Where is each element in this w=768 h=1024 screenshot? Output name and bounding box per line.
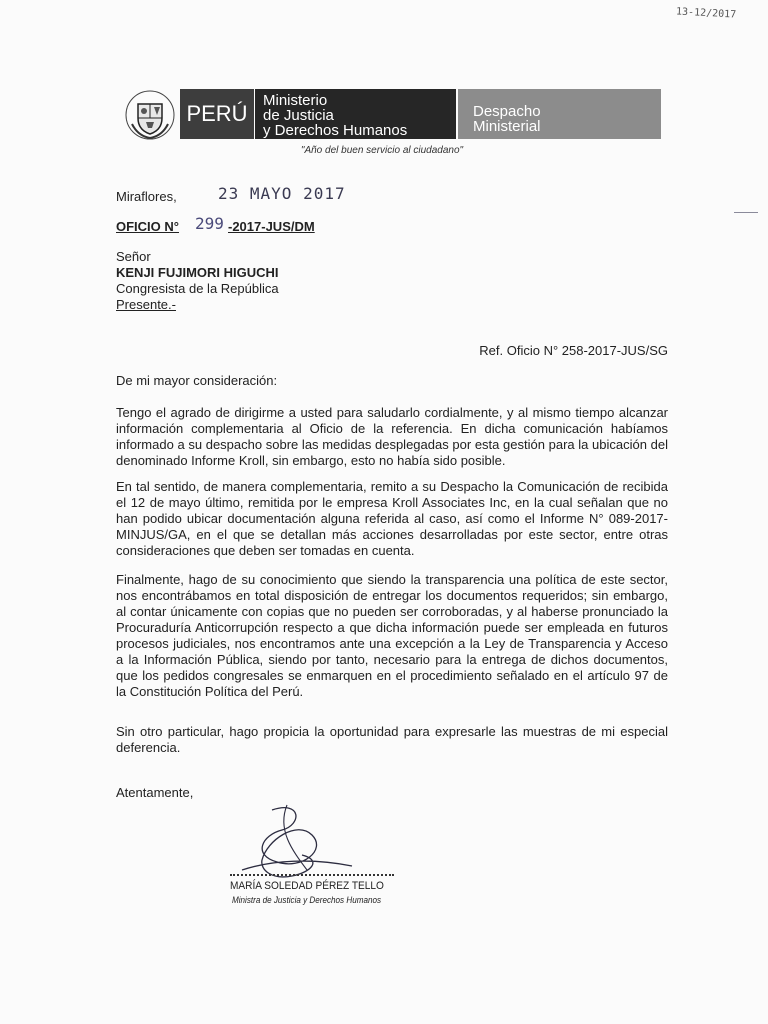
peru-band: PERÚ [180, 89, 254, 139]
year-motto: "Año del buen servicio al ciudadano" [300, 145, 464, 156]
reference-line: Ref. Oficio N° 258-2017-JUS/SG [479, 343, 668, 358]
office-band [458, 89, 661, 139]
margin-pen-mark [734, 212, 758, 213]
place-label: Miraflores, [116, 189, 177, 204]
office-line-1: Despacho [473, 103, 541, 120]
addressee-name: KENJI FUJIMORI HIGUCHI [116, 265, 279, 280]
oficio-suffix: -2017-JUS/DM [228, 219, 315, 234]
addressee-position: Congresista de la República [116, 281, 279, 296]
presente-label: Presente.- [116, 297, 176, 312]
ministry-line-1: Ministerio [263, 92, 328, 109]
handwritten-date-note: 13-12/2017 [675, 6, 737, 21]
ministry-line-3: y Derechos Humanos [263, 122, 408, 139]
greeting: De mi mayor consideración: [116, 373, 278, 388]
signatory-name: MARÍA SOLEDAD PÉREZ TELLO [230, 880, 384, 892]
closing: Atentamente, [116, 785, 194, 800]
addressee-block [116, 249, 279, 313]
signature-line [230, 874, 394, 876]
oficio-number: 299 [195, 214, 224, 233]
salutation: Señor [116, 249, 151, 264]
coat-of-arms-icon [124, 88, 176, 142]
oficio-prefix: OFICIO N° [116, 219, 179, 234]
paragraph-4: Sin otro particular, hago propicia la oportunidad para expresarle las muestras de mi especial deferencia. [116, 724, 668, 755]
ministry-band [255, 89, 456, 139]
paragraph-3: Finalmente, hago de su conocimiento que siendo la transparencia una política de este sector, nos encontrábamos en total disposición de entregar los documentos requeridos; sin embargo, al contar únicamente con copias que no pueden ser corroboradas, y al haberse pronunciado la Procuraduría Anticorrupción respecto a que dicha información puede ser empleada en futuros procesos judiciales, nos encontramos ante una excepción a la Ley de Transparencia y Acceso a la Información Pública, siendo por tanto, necesario para la entrega de dichos documentos, que los pedidos congresales se enmarquen en el procedimiento señalado en el artículo 97 de la Constitución Política del Perú. [116, 572, 668, 699]
paragraph-2: En tal sentido, de manera complementaria, remito a su Despacho la Comunicación de recibida el 12 de mayo último, remitida por le empresa Kroll Associates Inc, en la cual señalan que no han podido ubicar documentación alguna referida al caso, así como el Informe N° 089-2017-MINJUS/GA, en el que se detallan más acciones desarrolladas por este sector, entre otras consideraciones que deben ser tomadas en cuenta. [116, 479, 668, 558]
signatory-title: Ministra de Justicia y Derechos Humanos [232, 895, 382, 905]
date-stamp: 23 MAYO 2017 [218, 184, 346, 203]
paragraph-1: Tengo el agrado de dirigirme a usted para saludarlo cordialmente, y al mismo tiempo alcanzar información complementaria al Oficio de la referencia. En dicha comunicación habíamos informado a su despacho sobre las medidas desplegadas por esta gestión para la ubicación del denominado Informe Kroll, sin embargo, esto no había sido posible. [116, 405, 668, 468]
ministry-line-2: de Justicia [263, 107, 334, 124]
office-line-2: Ministerial [473, 118, 541, 135]
